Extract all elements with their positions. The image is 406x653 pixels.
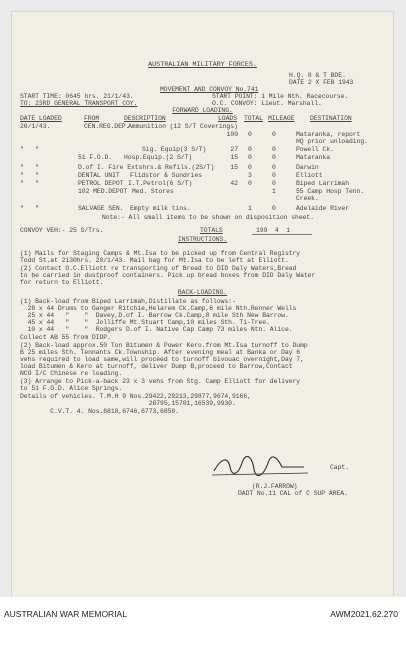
date-line: DATE 2 X FEB 1943 bbox=[289, 79, 354, 86]
row-description: Hosp.Equip.(2 S/T) bbox=[124, 154, 193, 161]
instruction-line: (1) Mails for Staging Camps & Mt.Isa to be picked up from Central Registry bbox=[20, 250, 301, 257]
backload-line: NCO I/C Chinese re loading. bbox=[20, 370, 123, 377]
row-total: 0 bbox=[248, 180, 252, 187]
row-total: 1 bbox=[248, 205, 252, 212]
col-header-description: DESCRIPTION bbox=[124, 115, 166, 122]
row-destination: Elliott bbox=[296, 172, 323, 179]
backload-line: vehs required to load same,will proceed to turnoff bivouac overnight,Day 7, bbox=[20, 356, 304, 363]
document-title: AUSTRALIAN MILITARY FORCES. bbox=[148, 61, 257, 69]
signatory-title: DADT No.11 CAL of C SUP AREA. bbox=[238, 490, 348, 497]
row-mileage: 0 bbox=[272, 146, 276, 153]
row-description: Empty milk tins. bbox=[130, 205, 191, 212]
footer-catalogue-number: AWM2021.62.270 bbox=[330, 609, 398, 619]
vehicle-details: C.V.T. 4. Nos.6818,6746,6773,6858. bbox=[20, 408, 179, 415]
totals-label: TOTALS bbox=[200, 227, 223, 234]
to-unit: TO: 23RD GENERAL TRANSPORT COY. bbox=[20, 100, 138, 107]
row-mileage: 1 bbox=[272, 188, 276, 195]
row-loads: 100 bbox=[226, 131, 238, 138]
row-total: 0 bbox=[248, 164, 252, 171]
backload-line: 28 x 44 Drums to Ganger Ritchie,Helarem Ck.Camp,6 mile Nth.Renner Wells bbox=[20, 305, 297, 312]
instruction-line: (2) Contact O.C.Elliott re transporting of Bread to DID Daly Waters,Bread bbox=[20, 265, 297, 272]
forward-loading-heading: FORWARD LOADING. bbox=[172, 107, 233, 114]
vehicle-details: 28795,15701,16539,9930. bbox=[20, 400, 236, 407]
row-loads: 15 bbox=[230, 164, 238, 171]
row-destination: Mataranka, report bbox=[296, 131, 361, 138]
footer-archive-name: AUSTRALIAN WAR MEMORIAL bbox=[4, 609, 127, 619]
row-destination: Creek. bbox=[296, 195, 319, 202]
row-date: 20/1/43. bbox=[20, 123, 51, 130]
start-time: START TIME: 0645 hrs. 21/1/43. bbox=[20, 93, 134, 100]
row-destination: HQ prior unloading. bbox=[296, 138, 368, 145]
row-mileage: 0 bbox=[272, 205, 276, 212]
row-destination: Darwin bbox=[296, 164, 319, 171]
signature-rank: Capt. bbox=[330, 464, 349, 471]
row-destination: Mataranka bbox=[296, 154, 331, 161]
backload-line: (1) Back-load from Biped Larrimah,Distillate as follows:- bbox=[20, 298, 236, 305]
row-date: " " bbox=[20, 205, 39, 212]
row-description: Ammunition (12 S/T Coverings) bbox=[128, 123, 238, 130]
backload-line: Collect AB 55 from DIDP. bbox=[20, 334, 111, 341]
row-loads: 15 bbox=[230, 154, 238, 161]
oc-convoy: O.C. CONVOY: Lieut. Marshall. bbox=[212, 100, 322, 107]
row-mileage: 0 bbox=[272, 154, 276, 161]
row-from: CEN.REG.DEP. bbox=[84, 123, 130, 130]
col-header-loads: LOADS bbox=[218, 115, 237, 122]
row-mileage: 0 bbox=[272, 164, 276, 171]
col-header-total: TOTAL bbox=[244, 115, 263, 122]
row-total: 0 bbox=[248, 131, 252, 138]
row-destination: 55 Camp Hosp Tenn. bbox=[296, 188, 365, 195]
col-header-date: DATE LOADED bbox=[20, 115, 62, 122]
row-from: SALVAGE SEN. bbox=[78, 205, 124, 212]
row-from: 102 MED.DEPOT bbox=[78, 188, 128, 195]
totals-rule bbox=[252, 234, 312, 235]
instruction-line: for return to Elliott. bbox=[20, 279, 104, 286]
row-date: " " bbox=[20, 164, 39, 171]
col-header-destination: DESTINATION bbox=[310, 115, 352, 122]
convoy-vehicles: CONVOY VEH:- 25 S/Trs. bbox=[20, 227, 104, 234]
row-mileage: 0 bbox=[272, 131, 276, 138]
signatory-name: (R.J.FARROW) bbox=[252, 483, 298, 490]
vehicle-details: Details of vehicles. T.M.H 9 Nos.29422,29213,29877,9674,9166, bbox=[20, 393, 251, 400]
backload-line: load Bitumen & Kero at turnoff, deliver Dump B,proceed to Barrow,Contact bbox=[20, 363, 293, 370]
backload-line: (3) Arrange to Pick-a-back 23 x 3 vehs from Stg. Camp Elliott for delivery bbox=[20, 378, 301, 385]
instructions-heading: INSTRUCTIONS. bbox=[177, 236, 228, 243]
row-total: 3 bbox=[248, 172, 252, 179]
backloading-heading: BACK-LOADING. bbox=[177, 289, 228, 296]
backload-line: B 25 miles Sth. Tennants Ck.Township. After evening meal at Banka or Day 6 bbox=[20, 349, 301, 356]
backload-line: (2) Back-load approx.50 Ton Bitumen & Power Kero.from Mt.Isa turnoff to Dump bbox=[20, 342, 308, 349]
row-description: Med. Stores bbox=[132, 188, 174, 195]
row-loads: 42 bbox=[230, 180, 238, 187]
backload-line: 25 x 44 " " Davey,D.of I. Barrow Ck.Camp,8 mile Sth New Barrow. bbox=[20, 312, 289, 319]
row-loads: 27 bbox=[230, 146, 238, 153]
instruction-line: Todd St.at 2130hrs. 20/1/43. Mail bag for Mt.Isa to be left at Elliott. bbox=[20, 257, 289, 264]
row-total: 0 bbox=[248, 154, 252, 161]
backload-line: 10 x 44 " " Rodgers D.of I. Native Cap Camp 73 miles Nth. Alice. bbox=[20, 326, 293, 333]
row-date: " " bbox=[20, 172, 39, 179]
row-description: I.T.Petrol(6 S/T) bbox=[128, 180, 193, 187]
instruction-line: to be carried in dustproof containers. Pick up bread boxes from DID Daly Water bbox=[20, 272, 316, 279]
row-from: 51 F.O.D. bbox=[78, 154, 113, 161]
row-from: PETROL DEPOT bbox=[78, 180, 124, 187]
movement-heading: MOVEMENT AND CONVOY No.741 bbox=[160, 86, 259, 93]
row-date: " " bbox=[20, 146, 39, 153]
start-point: START POINT: 1 Mile Nth. Racecourse. bbox=[212, 93, 349, 100]
row-date: " " bbox=[20, 180, 39, 187]
col-header-from: FROM bbox=[84, 115, 100, 122]
backload-line: 45 x 44 " " Jolliffe Mt.Stuart Camp,10 miles Sth. Ti-Tree. bbox=[20, 319, 270, 326]
archive-footer bbox=[0, 597, 406, 653]
totals-values: 199 4 1 bbox=[256, 227, 291, 234]
signature-scribble bbox=[208, 453, 328, 479]
backload-line: to 51 F.O.D. Alice Springs. bbox=[20, 385, 123, 392]
row-description: D.of I. Fire Extshrs.& Refils.(2S/T) bbox=[78, 164, 215, 171]
col-header-mileage: MILEAGE bbox=[268, 115, 295, 122]
row-destination: Powell Ck. bbox=[296, 146, 334, 153]
row-destination: Biped Larrimah bbox=[296, 180, 349, 187]
row-destination: Adelaide River bbox=[296, 205, 349, 212]
hq-line: H.Q. 8 & T BDE. bbox=[289, 72, 346, 79]
table-note: Note:- All small items to be shown on disposition sheet. bbox=[102, 214, 314, 221]
row-mileage: 0 bbox=[272, 180, 276, 187]
row-total: 0 bbox=[248, 146, 252, 153]
document-page bbox=[12, 12, 393, 597]
row-from: DENTAL UNIT bbox=[78, 172, 120, 179]
row-description: Flidstor & Sundries bbox=[130, 172, 202, 179]
row-description: Sig. Equip(3 S/T) bbox=[142, 146, 207, 153]
row-mileage: 0 bbox=[272, 172, 276, 179]
